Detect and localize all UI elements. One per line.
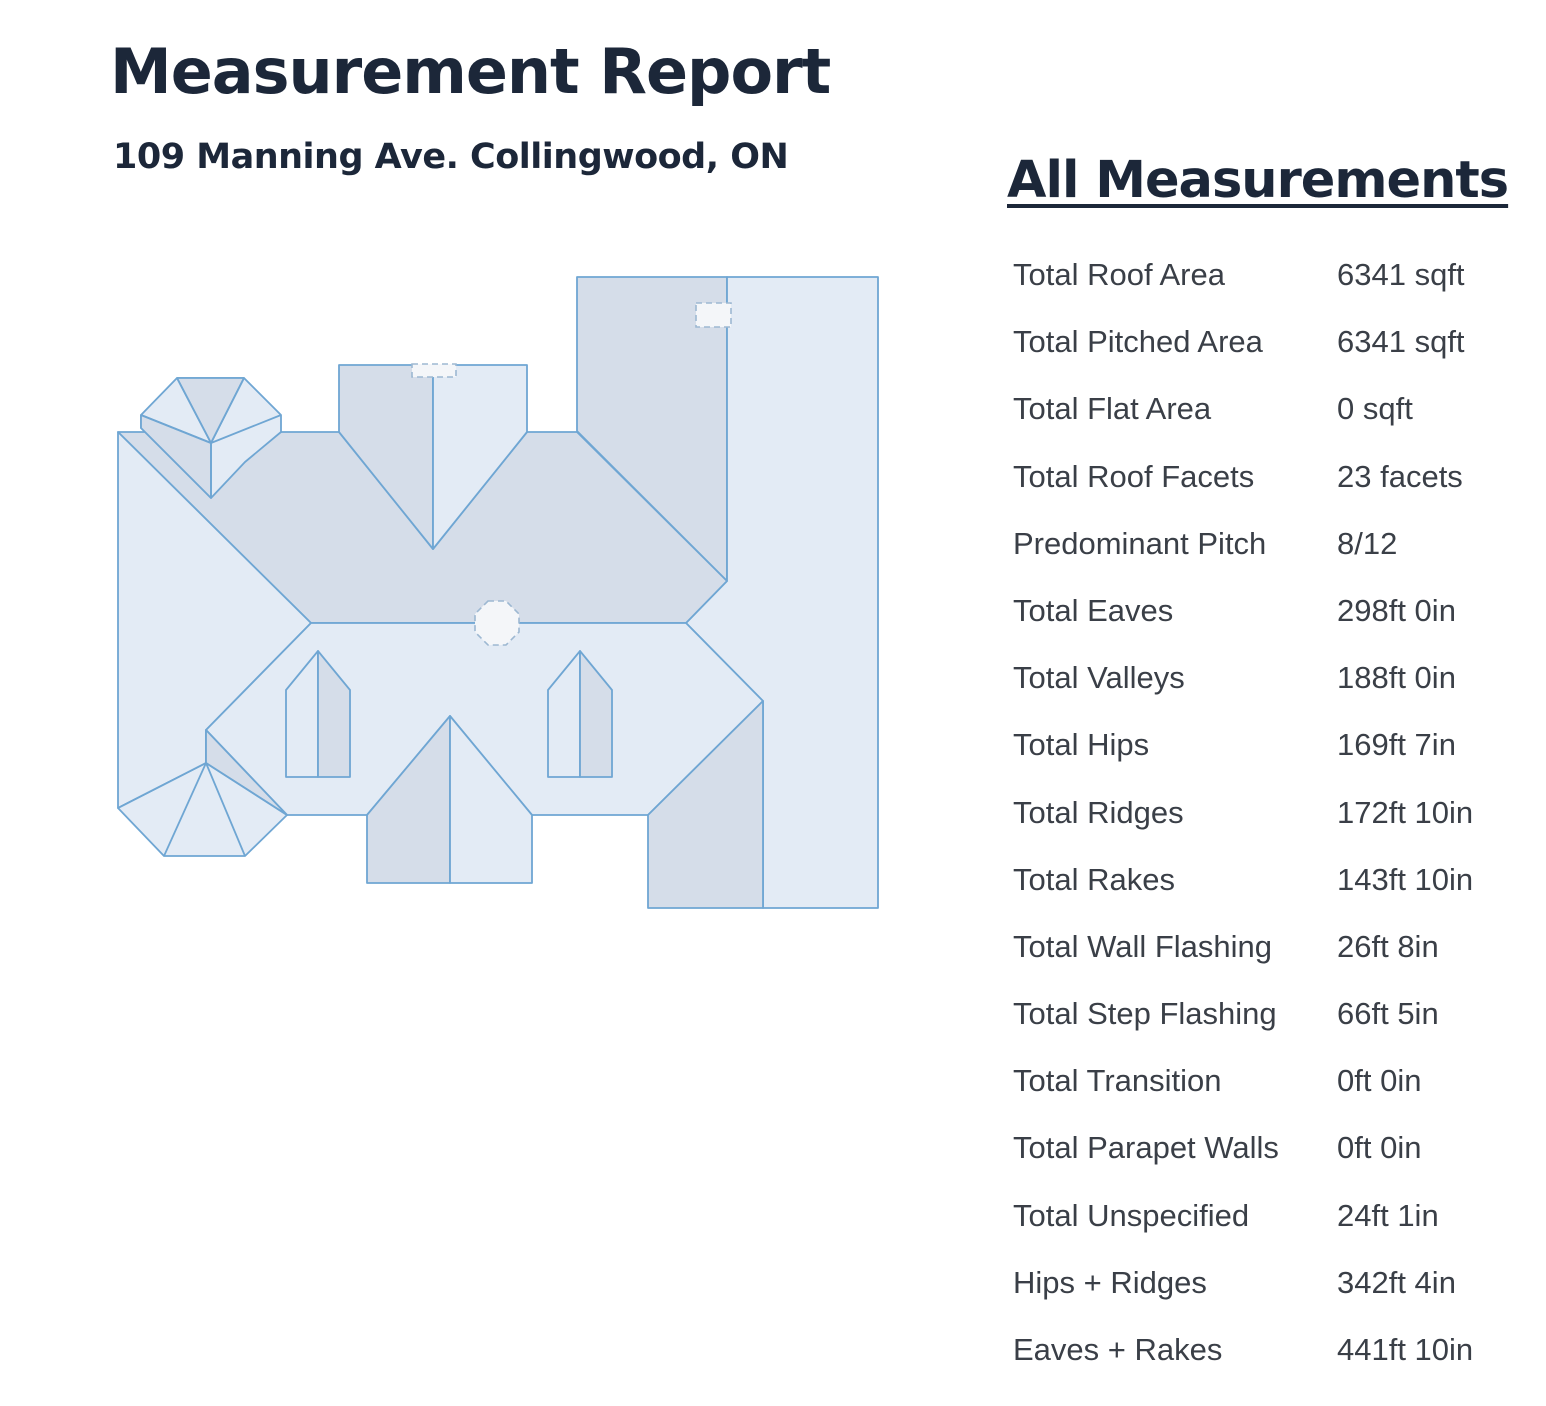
- measurement-row: [1013, 779, 1513, 846]
- measurement-row: [1013, 1249, 1513, 1316]
- measurement-value: 6341 sqft: [1337, 257, 1465, 292]
- measurement-row: [1013, 711, 1513, 778]
- measurement-value: 66ft 5in: [1337, 996, 1439, 1032]
- measurement-value: 143ft 10in: [1337, 861, 1474, 897]
- measurement-label: Total Hips: [1013, 727, 1150, 763]
- measurement-value: 441ft 10in: [1337, 1332, 1474, 1367]
- measurement-value: 8/12: [1337, 525, 1398, 561]
- vent-icon: [696, 303, 731, 327]
- measurement-value: 26ft 8in: [1337, 928, 1439, 964]
- measurement-value: 298ft 0in: [1337, 592, 1456, 628]
- all-measurements-title: All Measurements: [1007, 151, 1509, 210]
- measurement-value: 169ft 7in: [1337, 727, 1456, 763]
- measurement-row: [1013, 443, 1513, 510]
- measurement-value: 342ft 4in: [1337, 1264, 1456, 1300]
- measurement-label: Total Eaves: [1013, 592, 1174, 628]
- measurement-label: Total Unspecified: [1013, 1197, 1250, 1233]
- roof-diagram: [0, 0, 900, 930]
- measurement-row: [1013, 1182, 1513, 1249]
- measurement-value: 23 facets: [1337, 458, 1463, 494]
- vent-icon: [412, 364, 456, 377]
- measurement-value: 0 sqft: [1337, 391, 1413, 427]
- measurement-value: 24ft 1in: [1337, 1197, 1439, 1233]
- measurement-label: Total Roof Facets: [1013, 458, 1255, 494]
- measurement-value: 0ft 0in: [1337, 1130, 1422, 1166]
- measurement-value: 188ft 0in: [1337, 660, 1456, 696]
- measurement-row: [1013, 1316, 1513, 1383]
- measurement-label: Total Roof Area: [1013, 257, 1225, 292]
- measurement-label: Total Ridges: [1013, 794, 1184, 830]
- measurement-row: [1013, 1047, 1513, 1114]
- report-title: Measurement Report: [110, 35, 831, 108]
- report-address: 109 Manning Ave. Collingwood, ON: [113, 137, 789, 177]
- measurement-label: Total Rakes: [1013, 861, 1175, 897]
- measurement-row: [1013, 846, 1513, 913]
- skylight-icon: [475, 601, 519, 645]
- measurement-label: Total Transition: [1013, 1063, 1222, 1099]
- measurement-value: 6341 sqft: [1337, 324, 1465, 360]
- measurement-row: [1013, 241, 1513, 308]
- measurement-label: Total Parapet Walls: [1013, 1130, 1279, 1166]
- measurement-label: Total Step Flashing: [1013, 996, 1277, 1032]
- measurement-row: [1013, 375, 1513, 442]
- measurement-row: [1013, 644, 1513, 711]
- measurement-row: [1013, 577, 1513, 644]
- measurement-row: [1013, 913, 1513, 980]
- measurement-label: Total Pitched Area: [1013, 324, 1263, 360]
- measurement-row: [1013, 308, 1513, 375]
- measurement-row: [1013, 980, 1513, 1047]
- measurement-row: [1013, 1114, 1513, 1181]
- measurement-label: Total Flat Area: [1013, 391, 1212, 427]
- measurement-label: Predominant Pitch: [1013, 525, 1267, 561]
- measurements-table: [1013, 241, 1513, 1383]
- measurement-label: Total Valleys: [1013, 660, 1185, 696]
- measurement-row: [1013, 510, 1513, 577]
- measurement-label: Hips + Ridges: [1013, 1264, 1207, 1300]
- measurement-label: Eaves + Rakes: [1013, 1332, 1223, 1367]
- measurement-value: 0ft 0in: [1337, 1063, 1422, 1099]
- measurement-value: 172ft 10in: [1337, 794, 1474, 830]
- measurement-label: Total Wall Flashing: [1013, 928, 1273, 964]
